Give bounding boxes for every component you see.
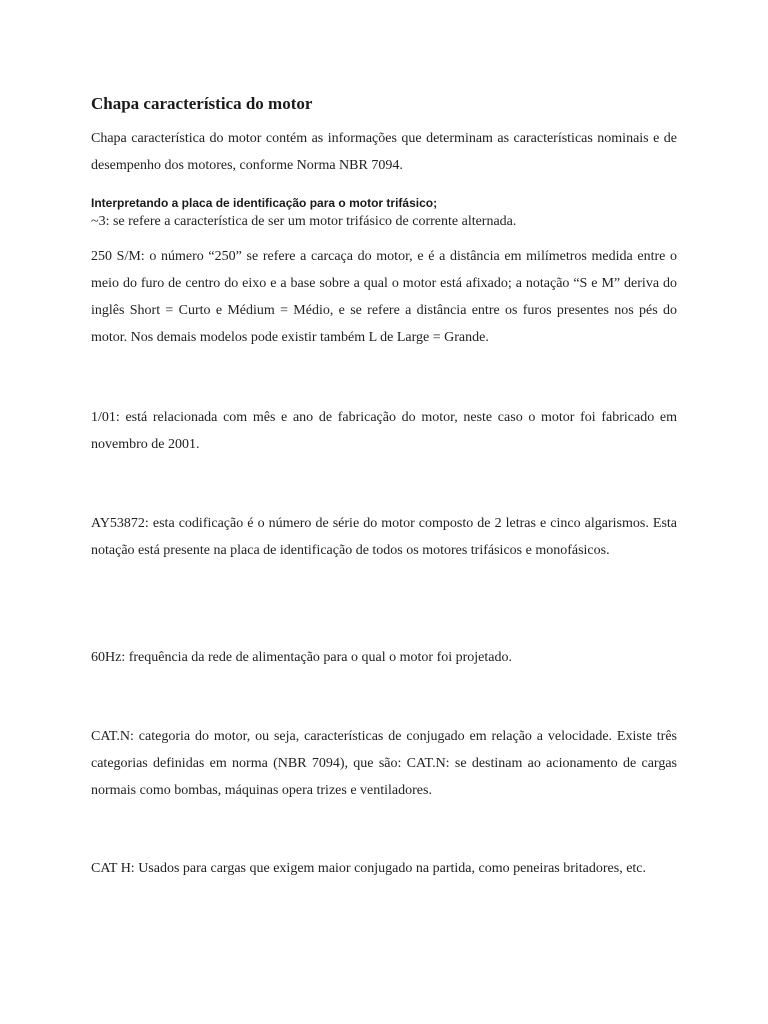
paragraph-category-h: CAT H: Usados para cargas que exigem maior conjugado na partida, como peneiras britadores, etc. xyxy=(91,861,647,876)
paragraph-frame-size: 250 S/M: o número “250” se refere a carcaça do motor, e é a distância em milímetros medida entre o meio do furo de centro do eixo e a base sobre a qual o motor está afixado; a notação “S e M” deriva do inglês Short = Curto e Médium = Médio, e se refere a distância entre os furos presentes nos pés do motor. Nos demais modelos pode existir também L de Large = Grande. xyxy=(91,249,677,345)
paragraph-serial-number: AY53872: esta codificação é o número de série do motor composto de 2 letras e cinco algarismos. Esta notação está presente na placa de identificação de todos os motores trifásicos e monofásicos. xyxy=(91,516,677,558)
section-subheading: Interpretando a placa de identificação para o motor trifásico; xyxy=(91,196,438,210)
document-title: Chapa característica do motor xyxy=(91,94,313,113)
intro-paragraph: Chapa característica do motor contém as informações que determinam as características nominais e de desempenho dos motores, conforme Norma NBR 7094. xyxy=(91,131,677,173)
paragraph-frequency: 60Hz: frequência da rede de alimentação para o qual o motor foi projetado. xyxy=(91,650,512,665)
phase-note: ~3: se refere a característica de ser um motor trifásico de corrente alternada. xyxy=(91,214,517,229)
paragraph-manufacture-date: 1/01: está relacionada com mês e ano de fabricação do motor, neste caso o motor foi fabricado em novembro de 2001. xyxy=(91,410,677,452)
paragraph-category-n: CAT.N: categoria do motor, ou seja, características de conjugado em relação a velocidade. Existe três categorias definidas em norma (NBR 7094), que são: CAT.N: se destinam ao acionamento de cargas normais como bombas, máquinas opera trizes e ventiladores. xyxy=(91,729,677,798)
